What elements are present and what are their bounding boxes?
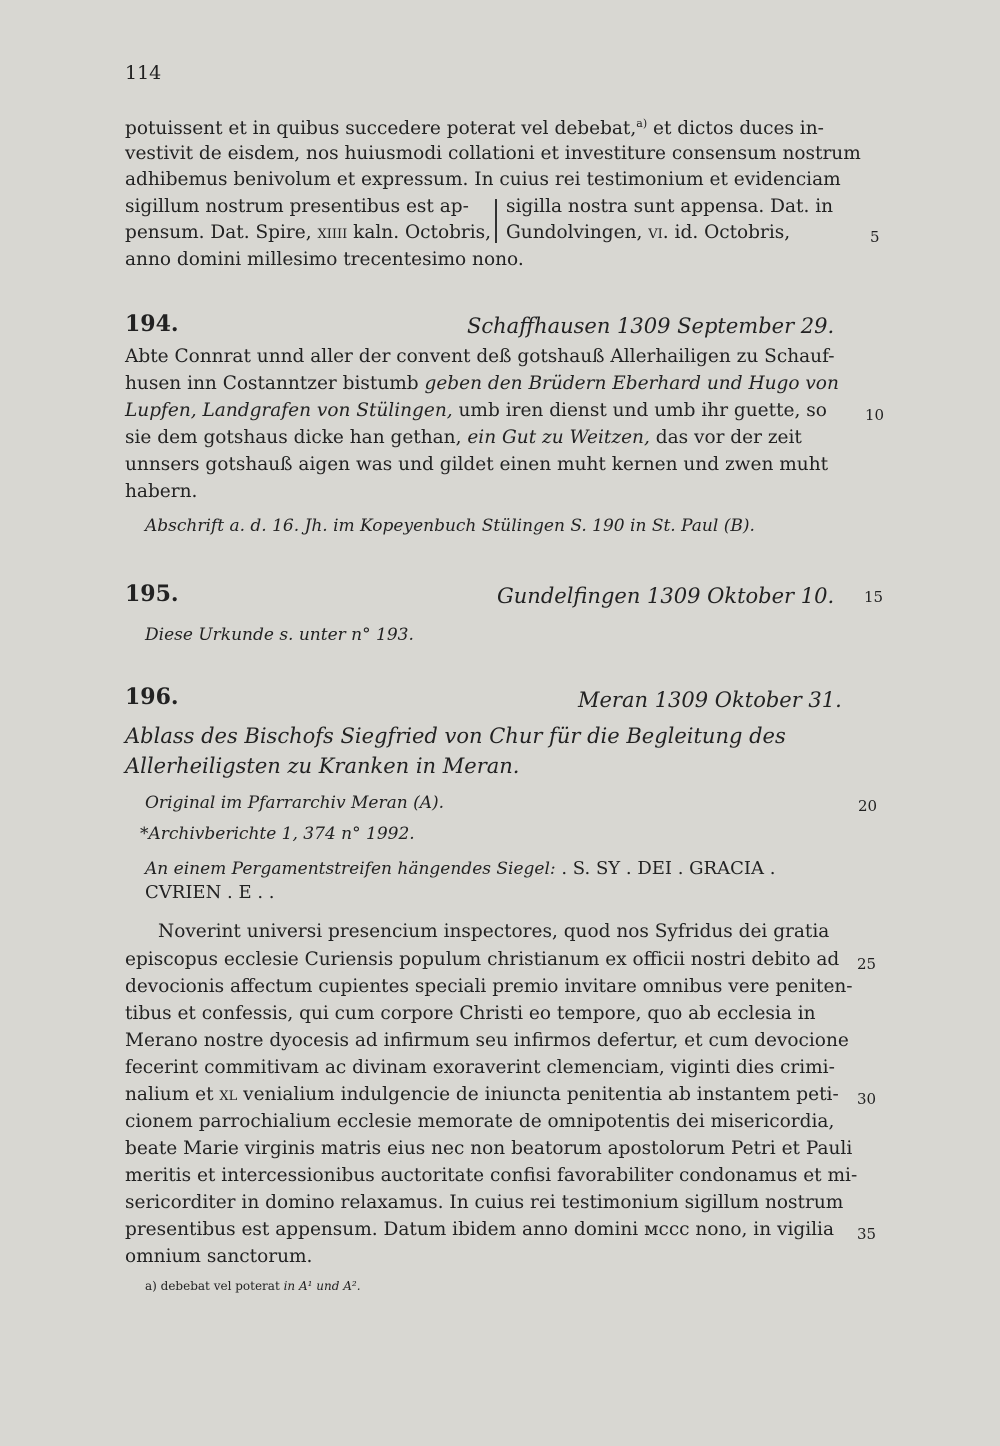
doc-196-text-7 [125,1084,839,1105]
doc-196-text-6: fecerint commitivam ac divinam exoraverint clemenciam, viginti dies crimi- [125,1057,835,1078]
doc-196-seal [145,858,775,879]
doc-196-text-4: tibus et confessis, qui cum corpore Christi eo tempore, quo ab ecclesia in [125,1003,816,1024]
intro-line-2: vestivit de eisdem, nos huiusmodi collationi et investiture consensum nostrum [125,143,861,164]
intro-line-5-right [506,222,790,243]
doc-194-source: Abschrift a. d. 16. Jh. im Kopeyenbuch Stülingen S. 190 in St. Paul (B). [145,516,755,536]
margin-number-35: 35 [857,1225,877,1243]
intro-line-5-right-b: . id. Octobris, [662,222,791,243]
intro-line-3: adhibemus benivolum et expressum. In cuius rei testimonium et evidenciam [125,169,841,190]
doc-196-title-2: Allerheiligsten zu Kranken in Meran. [125,754,520,778]
margin-number-20: 20 [858,797,878,815]
doc-194-line-3-it: Lupfen, Landgrafen von Stülingen, [125,400,453,421]
doc-194-line-4-a: sie dem gotshaus dicke han gethan, [125,427,468,448]
doc-194-line-2-a: husen inn Costanntzer bistumb [125,373,425,394]
intro-line-1-text-a: potuissent et in quibus succedere poterat vel debebat, [125,118,637,140]
margin-number-25: 25 [857,955,877,973]
doc-number-194: 194. [125,311,179,337]
doc-196-seal-legend: . S. SY . DEI . GRACIA . [555,858,776,879]
doc-196-title-1: Ablass des Bischofs Siegfried von Chur für die Begleitung des [125,724,786,748]
doc-196-source-2: *Archivberichte 1, 374 n° 1992. [140,824,415,844]
doc-196-text-2: episcopus ecclesie Curiensis populum christianum ex officii nostri debito ad [125,949,840,970]
intro-line-1 [125,117,824,139]
doc-196-text-13: omnium sanctorum. [125,1246,313,1267]
doc-196-text-9: beate Marie virginis matris eius nec non beatorum apostolorum Petri et Pauli [125,1138,853,1159]
doc-196-source-1: Original im Pfarrarchiv Meran (A). [145,793,445,813]
margin-number-5: 5 [870,228,880,246]
doc-196-text-7-b: venialium indulgencie de iniuncta penitentia ab instantem peti- [237,1084,839,1105]
doc-196-text-3: devocionis affectum cupientes speciali premio invitare omnibus vere peniten- [125,976,853,997]
intro-line-5-left [125,222,491,243]
doc-194-line-4-b: das vor der zeit [649,427,802,448]
doc-196-seal-label: An einem Pergamentstreifen hängendes Siegel: [145,859,556,879]
doc-196-text-10: meritis et intercessionibus auctoritate confisi favorabiliter condonamus et mi- [125,1165,858,1186]
intro-line-6: anno domini millesimo trecentesimo nono. [125,249,524,270]
doc-196-text-5: Merano nostre dyocesis ad infirmum seu infirmos defertur, et cum devocione [125,1030,849,1051]
doc-194-line-1: Abte Connrat unnd aller der convent deß gotshauß Allerhailigen zu Schauf- [125,346,835,367]
doc-196-text-7-a: nalium et [125,1084,220,1105]
doc-194-place-date: Schaffhausen 1309 September 29. [467,314,835,338]
margin-number-10: 10 [865,406,885,424]
intro-line-4-left: sigillum nostrum presentibus est ap- [125,196,469,217]
column-divider [495,199,497,243]
doc-196-place-date: Meran 1309 Oktober 31. [578,688,842,712]
doc-194-line-5: unnsers gotshauß aigen was und gildet einen muht kernen und zwen muht [125,454,829,475]
doc-196-text-1: Noverint universi presencium inspectores, quod nos Syfridus dei gratia [158,921,830,942]
doc-196-text-11: sericorditer in domino relaxamus. In cuius rei testimonium sigillum nostrum [125,1192,844,1213]
doc-194-line-4 [125,427,802,448]
intro-line-1-text-b: et dictos duces in- [647,118,824,140]
doc-194-line-2 [125,373,839,394]
doc-number-196: 196. [125,684,179,710]
intro-line-5-left-sc: xiiii [317,222,348,243]
footnote-italic: in A¹ und A². [283,1279,361,1293]
doc-194-line-2-it: geben den Brüdern Eberhard und Hugo von [424,373,839,394]
intro-line-5-left-b: kaln. Octobris, [347,222,492,243]
doc-196-text-8: cionem parrochialium ecclesie memorate de omnipotentis dei misericordia, [125,1111,835,1132]
doc-196-text-7-sc: xl [219,1084,238,1105]
doc-195-note: Diese Urkunde s. unter n° 193. [145,625,414,645]
doc-195-place-date: Gundelfingen 1309 Oktober 10. [497,584,835,608]
doc-number-195: 195. [125,581,179,607]
margin-number-15: 15 [864,588,884,606]
doc-194-line-6: habern. [125,481,198,502]
doc-194-line-3 [125,400,827,421]
margin-number-30: 30 [857,1090,877,1108]
doc-196-seal-legend-2: CVRIEN . E . . [145,882,275,903]
footnote-marker: a) [636,117,648,130]
intro-line-5-left-a: pensum. Dat. Spire, [125,222,318,243]
footnote [145,1279,361,1293]
footnote-text: a) debebat vel poterat [145,1279,284,1293]
doc-196-text-12: presentibus est appensum. Datum ibidem anno domini ᴍccc nono, in vigilia [125,1219,834,1240]
page-number: 114 [125,62,162,84]
doc-194-line-4-it: ein Gut zu Weitzen, [467,427,650,448]
intro-line-4-right: sigilla nostra sunt appensa. Dat. in [506,196,834,217]
intro-line-5-right-a: Gundolvingen, [506,222,649,243]
intro-line-5-right-sc: vi [648,222,663,243]
doc-194-line-3-b: umb iren dienst und umb ihr guette, so [452,400,827,421]
